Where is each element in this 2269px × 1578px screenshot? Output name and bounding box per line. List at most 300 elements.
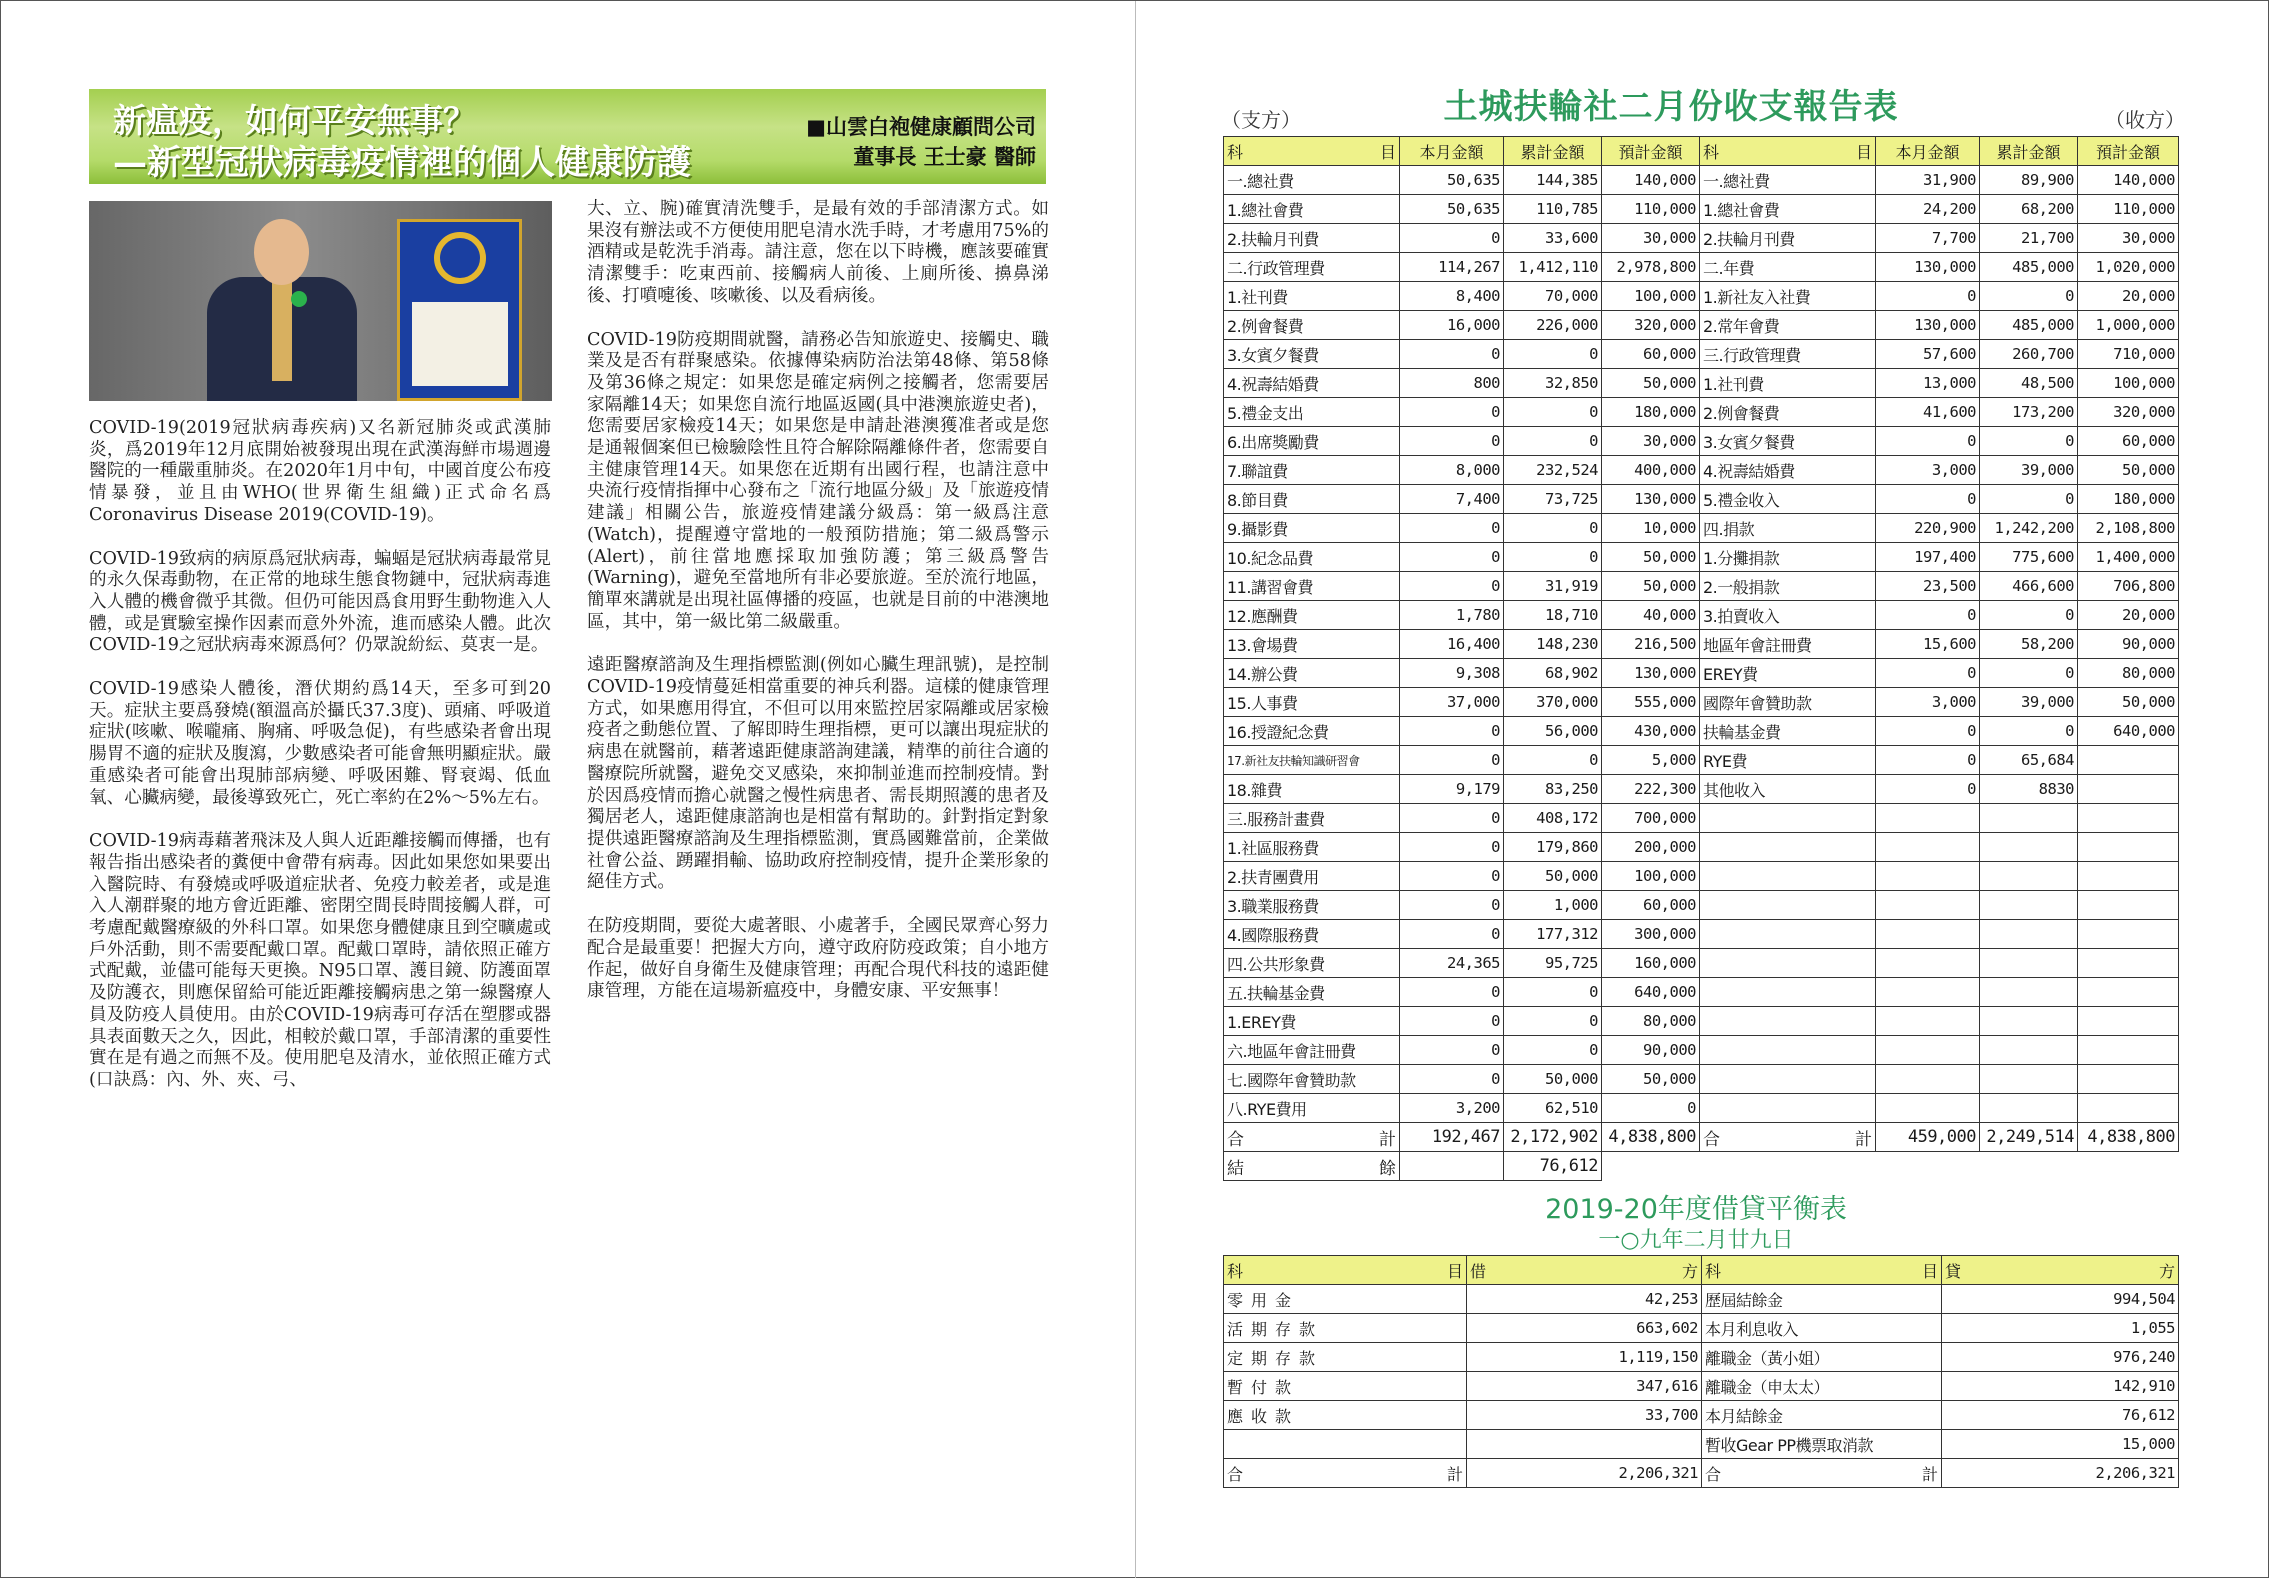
row-amount: 485,000 — [1980, 311, 2078, 340]
row-amount — [1876, 862, 1980, 891]
page-divider — [1135, 1, 1136, 1578]
row-amount — [2078, 775, 2179, 804]
row-item-name — [1700, 920, 1876, 949]
bs-amount: 42,253 — [1467, 1285, 1702, 1314]
col-header-item: 科 目 — [1224, 137, 1400, 166]
bs-item-name — [1224, 1430, 1467, 1459]
row-item-name: 四.捐款 — [1700, 514, 1876, 543]
row-amount: 13,000 — [1876, 369, 1980, 398]
col-header-cumulative: 累計金額 — [1504, 137, 1602, 166]
row-item-name: 11.講習會費 — [1224, 572, 1400, 601]
row-amount: 640,000 — [2078, 717, 2179, 746]
row-amount — [2078, 833, 2179, 862]
row-amount: 90,000 — [1602, 1036, 1700, 1065]
bs-amount: 976,240 — [1942, 1343, 2179, 1372]
row-item-name: 6.出席獎勵費 — [1224, 427, 1400, 456]
row-amount: 0 — [1876, 427, 1980, 456]
table-row — [1224, 1094, 2179, 1123]
row-amount: 68,902 — [1504, 659, 1602, 688]
row-amount: 0 — [1504, 1036, 1602, 1065]
row-amount: 706,800 — [2078, 572, 2179, 601]
bs-item-name: 應收款 — [1224, 1401, 1467, 1430]
row-amount: 8,000 — [1400, 456, 1504, 485]
row-amount: 3,000 — [1876, 456, 1980, 485]
row-amount: 50,000 — [2078, 456, 2179, 485]
table-row — [1224, 949, 2179, 978]
total-label: 合 計 — [1700, 1123, 1876, 1152]
row-amount: 0 — [1400, 340, 1504, 369]
row-amount: 0 — [1504, 427, 1602, 456]
row-amount: 40,000 — [1602, 601, 1700, 630]
row-item-name: 1.分攤捐款 — [1700, 543, 1876, 572]
row-amount: 1,000 — [1504, 891, 1602, 920]
row-amount: 0 — [1876, 601, 1980, 630]
row-amount: 2,978,800 — [1602, 253, 1700, 282]
row-amount: 0 — [1876, 746, 1980, 775]
row-amount: 130,000 — [1602, 659, 1700, 688]
row-amount: 30,000 — [2078, 224, 2179, 253]
row-item-name: 扶輪基金費 — [1700, 717, 1876, 746]
table-row — [1224, 1065, 2179, 1094]
article-paragraph: COVID-19病毒藉著飛沫及人與人近距離接觸而傳播，也有報告指出感染者的糞便中會帶有病毒。因此如果您如果要出入醫院時、有發燒或呼吸道症狀者、免疫力較差者，或是進入人潮群聚的地方會近距離、密閉空間長時間接觸人群，可考慮配戴醫療級的外科口罩。如果您身體健康且到空曠處或戶外活動，則不需要配戴口罩。配戴口罩時，請依照正確方式配戴，並儘可能每天更換。N95口罩、護目鏡、防護面罩及防護衣，則應保留給可能近距離接觸病患之第一線醫療人員及防疫人員使用。由於COVID-19病毒可存活在塑膠或器具表面數天之久，因此，相較於戴口罩，手部清潔的重要性實在是有過之而無不及。使用肥皂及清水，並依照正確方式(口訣爲：內、外、夾、弓、 — [89, 831, 551, 1090]
row-amount: 370,000 — [1504, 688, 1602, 717]
row-amount: 0 — [1980, 659, 2078, 688]
row-amount: 7,400 — [1400, 485, 1504, 514]
table-row — [1224, 398, 2179, 427]
row-item-name: 其他收入 — [1700, 775, 1876, 804]
row-amount — [1876, 978, 1980, 1007]
total-expense-budget: 4,838,800 — [1602, 1123, 1700, 1152]
balance-sheet-table — [1223, 1255, 2179, 1488]
row-amount: 0 — [1504, 543, 1602, 572]
row-amount: 0 — [1980, 282, 2078, 311]
total-income-month: 459,000 — [1876, 1123, 1980, 1152]
row-amount: 8,400 — [1400, 282, 1504, 311]
row-amount: 180,000 — [1602, 398, 1700, 427]
bs-item-name: 離職金（申太太） — [1702, 1372, 1942, 1401]
row-item-name: 2.例會餐費 — [1224, 311, 1400, 340]
row-item-name: 4.國際服務費 — [1224, 920, 1400, 949]
row-amount: 0 — [1400, 398, 1504, 427]
article-paragraph: 在防疫期間，要從大處著眼、小處著手，全國民眾齊心努力配合是最重要！把握大方向，遵守政府防疫政策；自小地方作起，做好自身衛生及健康管理；再配合現代科技的遠距健康管理，方能在這場新瘟疫中，身體安康、平安無事！ — [587, 916, 1049, 1002]
row-amount: 320,000 — [2078, 398, 2179, 427]
row-amount: 41,600 — [1876, 398, 1980, 427]
row-amount: 1,020,000 — [2078, 253, 2179, 282]
row-amount: 60,000 — [1602, 891, 1700, 920]
row-amount: 110,000 — [1602, 195, 1700, 224]
row-item-name: 14.辦公費 — [1224, 659, 1400, 688]
row-amount — [1876, 1065, 1980, 1094]
row-amount — [1980, 862, 2078, 891]
row-item-name: 四.公共形象費 — [1224, 949, 1400, 978]
row-amount: 1,412,110 — [1504, 253, 1602, 282]
row-amount: 140,000 — [1602, 166, 1700, 195]
row-amount: 179,860 — [1504, 833, 1602, 862]
row-amount: 0 — [1602, 1094, 1700, 1123]
table-row — [1224, 920, 2179, 949]
row-amount — [2078, 746, 2179, 775]
row-amount: 220,900 — [1876, 514, 1980, 543]
row-amount: 180,000 — [2078, 485, 2179, 514]
total-expense-cumulative: 2,172,902 — [1504, 1123, 1602, 1152]
report-rows — [1224, 166, 2179, 1123]
row-amount: 640,000 — [1602, 978, 1700, 1007]
author-name: 董事長 王士豪 醫師 — [853, 145, 1036, 169]
row-amount: 5,000 — [1602, 746, 1700, 775]
row-amount: 0 — [1876, 659, 1980, 688]
row-item-name: 2.扶輪月刊費 — [1224, 224, 1400, 253]
row-amount: 9,308 — [1400, 659, 1504, 688]
row-amount: 50,000 — [1504, 862, 1602, 891]
row-amount: 216,500 — [1602, 630, 1700, 659]
row-amount: 0 — [1504, 398, 1602, 427]
photo-speaker-head — [254, 219, 309, 285]
article-paragraph: 大、立、腕)確實清洗雙手，是最有效的手部清潔方式。如果沒有辦法或不方便使用肥皂清水洗手時，才考慮用75%的酒精或是乾洗手消毒。請注意，您在以下時機，應該要確實清潔雙手：吃東西前、接觸病人前後、上廁所後、擤鼻涕後、打噴嚏後、咳嗽後、以及看病後。 — [587, 199, 1049, 306]
row-amount: 222,300 — [1602, 775, 1700, 804]
row-amount: 130,000 — [1876, 311, 1980, 340]
row-amount: 0 — [1504, 514, 1602, 543]
row-amount: 148,230 — [1504, 630, 1602, 659]
article-paragraph: COVID-19防疫期間就醫，請務必告知旅遊史、接觸史、職業及是否有群聚感染。依據傳染病防治法第48條、第58條及第36條之規定：如果您是確定病例之接觸者，您需要居家隔離14天；如果您自流行地區返國(具中港澳旅遊史者)，您需要居家檢疫14天；如果您是申請赴港澳獲准者或是您是通報個案但已檢驗陰性且符合解除隔離條件者，您需要自主健康管理14天。如果您在近期有出國行程，也請注意中央流行疫情指揮中心發布之「流行地區分級」及「旅遊疫情建議」相關公告，旅遊疫情建議分級爲：第一級爲注意(Watch)，提醒遵守當地的一般預防措施；第二級爲警示(Alert)，前往當地應採取加強防護；第三級爲警告(Warning)，避免至當地所有非必要旅遊。至於流行地區，簡單來講就是出現社區傳播的疫區，也就是目前的中港澳地區，其中，第一級比第二級嚴重。 — [587, 329, 1049, 632]
table-row — [1224, 862, 2179, 891]
row-amount: 0 — [1400, 1007, 1504, 1036]
row-amount — [2078, 1065, 2179, 1094]
row-item-name — [1700, 891, 1876, 920]
table-row — [1224, 1285, 2179, 1314]
row-amount: 100,000 — [2078, 369, 2179, 398]
row-amount: 130,000 — [1602, 485, 1700, 514]
bs-amount: 994,504 — [1942, 1285, 2179, 1314]
bs-item-name: 暫付款 — [1224, 1372, 1467, 1401]
row-amount: 0 — [1504, 340, 1602, 369]
balance-label: 結 餘 — [1224, 1152, 1400, 1181]
table-row — [1224, 543, 2179, 572]
income-side-label: （收方） — [2105, 108, 2185, 132]
row-amount: 226,000 — [1504, 311, 1602, 340]
row-amount: 50,000 — [2078, 688, 2179, 717]
row-item-name: 1.社刊費 — [1700, 369, 1876, 398]
row-amount — [2078, 804, 2179, 833]
bs-amount — [1467, 1430, 1702, 1459]
row-item-name: 三.行政管理費 — [1700, 340, 1876, 369]
article-subtitle: —新型冠狀病毒疫情裡的個人健康防護 — [113, 143, 691, 183]
row-amount — [1980, 920, 2078, 949]
table-row — [1224, 456, 2179, 485]
row-item-name: 9.攝影費 — [1224, 514, 1400, 543]
row-amount: 56,000 — [1504, 717, 1602, 746]
row-amount: 73,725 — [1504, 485, 1602, 514]
row-amount: 0 — [1400, 891, 1504, 920]
rotary-four-way-test-panel — [412, 302, 508, 386]
row-amount — [2078, 1094, 2179, 1123]
row-amount — [1876, 804, 1980, 833]
row-amount: 37,000 — [1400, 688, 1504, 717]
row-item-name: 國際年會贊助款 — [1700, 688, 1876, 717]
row-item-name: 3.女賓夕餐費 — [1224, 340, 1400, 369]
row-amount — [2078, 1007, 2179, 1036]
row-amount: 0 — [1400, 833, 1504, 862]
row-amount: 1,242,200 — [1980, 514, 2078, 543]
row-amount: 100,000 — [1602, 282, 1700, 311]
row-item-name: 3.拍賣收入 — [1700, 601, 1876, 630]
bs-amount: 1,119,150 — [1467, 1343, 1702, 1372]
row-amount: 18,710 — [1504, 601, 1602, 630]
row-amount: 110,785 — [1504, 195, 1602, 224]
table-row — [1224, 485, 2179, 514]
row-amount: 0 — [1876, 717, 1980, 746]
row-amount: 0 — [1400, 1036, 1504, 1065]
table-row — [1224, 688, 2179, 717]
table-row — [1224, 978, 2179, 1007]
row-amount: 485,000 — [1980, 253, 2078, 282]
row-amount: 58,200 — [1980, 630, 2078, 659]
row-amount: 30,000 — [1602, 427, 1700, 456]
balance-sheet-title: 2019-20年度借貸平衡表 — [1545, 1194, 1847, 1225]
balance-sheet-date: 一○九年二月廿九日 — [1598, 1228, 1794, 1253]
row-amount: 33,600 — [1504, 224, 1602, 253]
photo-speaker-tie — [272, 281, 292, 381]
row-amount: 555,000 — [1602, 688, 1700, 717]
row-amount: 50,635 — [1400, 166, 1504, 195]
row-amount: 15,600 — [1876, 630, 1980, 659]
table-row — [1224, 659, 2179, 688]
row-item-name: 16.授證紀念費 — [1224, 717, 1400, 746]
total-label: 合 計 — [1224, 1123, 1400, 1152]
row-amount: 0 — [1876, 775, 1980, 804]
report-title: 土城扶輪社二月份收支報告表 — [1443, 87, 1899, 127]
row-item-name: 三.服務計畫費 — [1224, 804, 1400, 833]
row-item-name: 七.國際年會贊助款 — [1224, 1065, 1400, 1094]
table-row — [1224, 427, 2179, 456]
table-row — [1224, 1007, 2179, 1036]
bs-header-credit: 貸 方 — [1942, 1256, 2179, 1285]
row-amount: 0 — [1400, 920, 1504, 949]
bs-total-credit: 2,206,321 — [1942, 1459, 2179, 1488]
row-amount — [1980, 1094, 2078, 1123]
row-amount: 48,500 — [1980, 369, 2078, 398]
row-amount: 0 — [1400, 862, 1504, 891]
row-amount: 10,000 — [1602, 514, 1700, 543]
row-amount: 39,000 — [1980, 456, 2078, 485]
row-amount — [2078, 891, 2179, 920]
row-amount — [2078, 862, 2179, 891]
rotary-banner — [397, 219, 522, 401]
row-amount: 100,000 — [1602, 862, 1700, 891]
row-amount: 68,200 — [1980, 195, 2078, 224]
row-item-name: 二.行政管理費 — [1224, 253, 1400, 282]
row-item-name — [1700, 833, 1876, 862]
row-amount: 50,000 — [1602, 369, 1700, 398]
row-item-name — [1700, 1007, 1876, 1036]
row-item-name — [1700, 862, 1876, 891]
row-amount: 0 — [1400, 978, 1504, 1007]
bs-item-name: 本月結餘金 — [1702, 1401, 1942, 1430]
col-header-budget: 預計金額 — [1602, 137, 1700, 166]
row-item-name — [1700, 978, 1876, 1007]
total-income-budget: 4,838,800 — [2078, 1123, 2179, 1152]
row-item-name — [1700, 804, 1876, 833]
table-row — [1224, 717, 2179, 746]
row-amount — [1980, 1065, 2078, 1094]
row-item-name: RYE費 — [1700, 746, 1876, 775]
article-paragraph: COVID-19(2019冠狀病毒疾病)又名新冠肺炎或武漢肺炎，爲2019年12月底開始被發現出現在武漢海鮮市場週邊醫院的一種嚴重肺炎。在2020年1月中旬，中國首度公布疫情暴發，並且由WHO(世界衛生組織)正式命名爲Coronavirus Disease 2019(COVID-19)。 — [89, 418, 551, 525]
table-row — [1224, 891, 2179, 920]
row-amount: 65,684 — [1980, 746, 2078, 775]
bs-total-label: 合 計 — [1224, 1459, 1467, 1488]
col-header-month: 本月金額 — [1400, 137, 1504, 166]
row-amount: 80,000 — [2078, 659, 2179, 688]
row-amount: 95,725 — [1504, 949, 1602, 978]
row-amount: 144,385 — [1504, 166, 1602, 195]
row-amount: 31,919 — [1504, 572, 1602, 601]
table-header-row — [1224, 137, 2179, 166]
row-amount: 0 — [1400, 717, 1504, 746]
col-header-month: 本月金額 — [1876, 137, 1980, 166]
income-expense-table — [1223, 136, 2179, 1181]
row-amount: 57,600 — [1876, 340, 1980, 369]
table-row — [1224, 804, 2179, 833]
table-row — [1224, 1343, 2179, 1372]
row-amount: 197,400 — [1876, 543, 1980, 572]
row-item-name: 2.常年會費 — [1700, 311, 1876, 340]
row-item-name: 18.雜費 — [1224, 775, 1400, 804]
bs-amount: 1,055 — [1942, 1314, 2179, 1343]
col-header-item: 科 目 — [1700, 137, 1876, 166]
row-amount: 800 — [1400, 369, 1504, 398]
bs-amount: 76,612 — [1942, 1401, 2179, 1430]
article-paragraph: 遠距醫療諮詢及生理指標監測(例如心臟生理訊號)，是控制COVID-19疫情蔓延相當重要的神兵利器。這樣的健康管理方式，如果應用得宜，不但可以用來監控居家隔離或居家檢疫者之動態位置、了解即時生理指標，更可以讓出現症狀的病患在就醫前，藉著遠距健康諮詢建議，精準的前往合適的醫療院所就醫，避免交叉感染，來抑制並進而控制疫情。對於因爲疫情而擔心就醫之慢性病患者、需長期照護的患者及獨居老人，遠距健康諮詢也是相當有幫助的。針對指定對象提供遠距醫療諮詢及生理指標監測，實爲國難當前，企業做社會公益、踴躍捐輸、協助政府控制疫情，提升企業形象的絕佳方式。 — [587, 655, 1049, 893]
row-item-name: 1.新社友入社費 — [1700, 282, 1876, 311]
bs-amount: 142,910 — [1942, 1372, 2179, 1401]
row-item-name: 3.女賓夕餐費 — [1700, 427, 1876, 456]
table-balance-row — [1224, 1152, 2179, 1181]
row-item-name — [1700, 949, 1876, 978]
row-amount — [1876, 1007, 1980, 1036]
row-amount: 177,312 — [1504, 920, 1602, 949]
author-company: ■山雲白袍健康顧問公司 — [806, 115, 1036, 139]
table-row — [1224, 514, 2179, 543]
table-row — [1224, 369, 2179, 398]
row-amount: 0 — [1504, 978, 1602, 1007]
row-item-name: 5.禮金支出 — [1224, 398, 1400, 427]
row-amount: 710,000 — [2078, 340, 2179, 369]
col-header-budget: 預計金額 — [2078, 137, 2179, 166]
row-item-name: 8.節目費 — [1224, 485, 1400, 514]
row-amount — [1876, 1036, 1980, 1065]
bs-item-name: 歷屆結餘金 — [1702, 1285, 1942, 1314]
row-amount: 32,850 — [1504, 369, 1602, 398]
speaker-photo — [89, 201, 552, 401]
row-amount: 70,000 — [1504, 282, 1602, 311]
total-expense-month: 192,467 — [1400, 1123, 1504, 1152]
row-amount: 2,108,800 — [2078, 514, 2179, 543]
table-row — [1224, 1372, 2179, 1401]
row-amount: 300,000 — [1602, 920, 1700, 949]
row-amount: 90,000 — [2078, 630, 2179, 659]
row-item-name: 7.聯誼費 — [1224, 456, 1400, 485]
row-amount: 130,000 — [1876, 253, 1980, 282]
row-item-name: 1.EREY費 — [1224, 1007, 1400, 1036]
row-item-name: 17.新社友扶輪知識研習會 — [1224, 746, 1400, 775]
row-item-name: 1.社區服務費 — [1224, 833, 1400, 862]
row-amount — [1980, 833, 2078, 862]
table-row — [1224, 1401, 2179, 1430]
row-amount: 160,000 — [1602, 949, 1700, 978]
row-item-name: 5.禮金收入 — [1700, 485, 1876, 514]
bs-total-debit: 2,206,321 — [1467, 1459, 1702, 1488]
row-amount: 0 — [1980, 601, 2078, 630]
row-amount: 0 — [1400, 746, 1504, 775]
row-amount: 0 — [1400, 514, 1504, 543]
row-amount: 0 — [1504, 1007, 1602, 1036]
row-amount: 0 — [1876, 485, 1980, 514]
row-amount: 31,900 — [1876, 166, 1980, 195]
row-item-name: 4.祝壽結婚費 — [1224, 369, 1400, 398]
table-row — [1224, 775, 2179, 804]
row-item-name: 2.一般捐款 — [1700, 572, 1876, 601]
article-paragraph: COVID-19感染人體後，潛伏期約爲14天，至多可到20天。症狀主要爲發燒(額溫高於攝氏37.3度)、頭痛、呼吸道症狀(咳嗽、喉嚨痛、胸痛、呼吸急促)，有些感染者會出現腸胃不適的症狀及腹瀉，少數感染者可能會無明顯症狀。嚴重感染者可能會出現肺部病變、呼吸困難、腎衰竭、低血氧、心臟病變，最後導致死亡，死亡率約在2%～5%左右。 — [89, 679, 551, 808]
row-amount — [1876, 891, 1980, 920]
row-amount: 232,524 — [1504, 456, 1602, 485]
bs-amount: 15,000 — [1942, 1430, 2179, 1459]
row-amount — [1876, 833, 1980, 862]
article-paragraph: COVID-19致病的病原爲冠狀病毒，蝙蝠是冠狀病毒最常見的永久保毒動物，在正常的地球生態食物鏈中，冠狀病毒進入人體的機會微乎其微。但仍可能因爲食用野生動物進入人體，或是實驗室操作因素而意外外流，進而感染人體。此次COVID-19之冠狀病毒來源爲何？仍眾說紛紜、莫衷一是。 — [89, 548, 551, 656]
row-item-name: 五.扶輪基金費 — [1224, 978, 1400, 1007]
table-row — [1224, 630, 2179, 659]
row-amount: 9,179 — [1400, 775, 1504, 804]
rotary-wheel-icon — [434, 232, 486, 284]
row-amount: 320,000 — [1602, 311, 1700, 340]
bs-amount: 347,616 — [1467, 1372, 1702, 1401]
row-item-name: 1.總社會費 — [1224, 195, 1400, 224]
table-row — [1224, 833, 2179, 862]
bs-item-name: 離職金（黃小姐） — [1702, 1343, 1942, 1372]
row-amount: 16,000 — [1400, 311, 1504, 340]
row-amount: 0 — [1400, 543, 1504, 572]
row-amount: 50,000 — [1602, 1065, 1700, 1094]
table-row — [1224, 746, 2179, 775]
row-amount: 1,400,000 — [2078, 543, 2179, 572]
row-item-name: 2.扶青團費用 — [1224, 862, 1400, 891]
row-item-name: 1.社刊費 — [1224, 282, 1400, 311]
balance-value: 76,612 — [1504, 1152, 1602, 1181]
bs-header-item: 科 目 — [1702, 1256, 1942, 1285]
row-item-name: 2.例會餐費 — [1700, 398, 1876, 427]
bs-item-name: 本月利息收入 — [1702, 1314, 1942, 1343]
table-row — [1224, 572, 2179, 601]
row-amount: 200,000 — [1602, 833, 1700, 862]
row-item-name: 一.總社費 — [1224, 166, 1400, 195]
table-row — [1224, 1036, 2179, 1065]
row-amount — [1876, 1094, 1980, 1123]
row-amount — [1980, 804, 2078, 833]
table-row — [1224, 195, 2179, 224]
row-amount: 466,600 — [1980, 572, 2078, 601]
col-header-cumulative: 累計金額 — [1980, 137, 2078, 166]
balance-total-row — [1224, 1459, 2179, 1488]
bs-header-item: 科 目 — [1224, 1256, 1467, 1285]
row-item-name: 1.總社會費 — [1700, 195, 1876, 224]
row-amount: 16,400 — [1400, 630, 1504, 659]
article-banner — [89, 89, 1046, 184]
row-amount: 400,000 — [1602, 456, 1700, 485]
row-amount: 89,900 — [1980, 166, 2078, 195]
row-amount: 260,700 — [1980, 340, 2078, 369]
row-amount: 775,600 — [1980, 543, 2078, 572]
row-amount: 0 — [1400, 427, 1504, 456]
table-row — [1224, 1314, 2179, 1343]
row-amount: 50,635 — [1400, 195, 1504, 224]
